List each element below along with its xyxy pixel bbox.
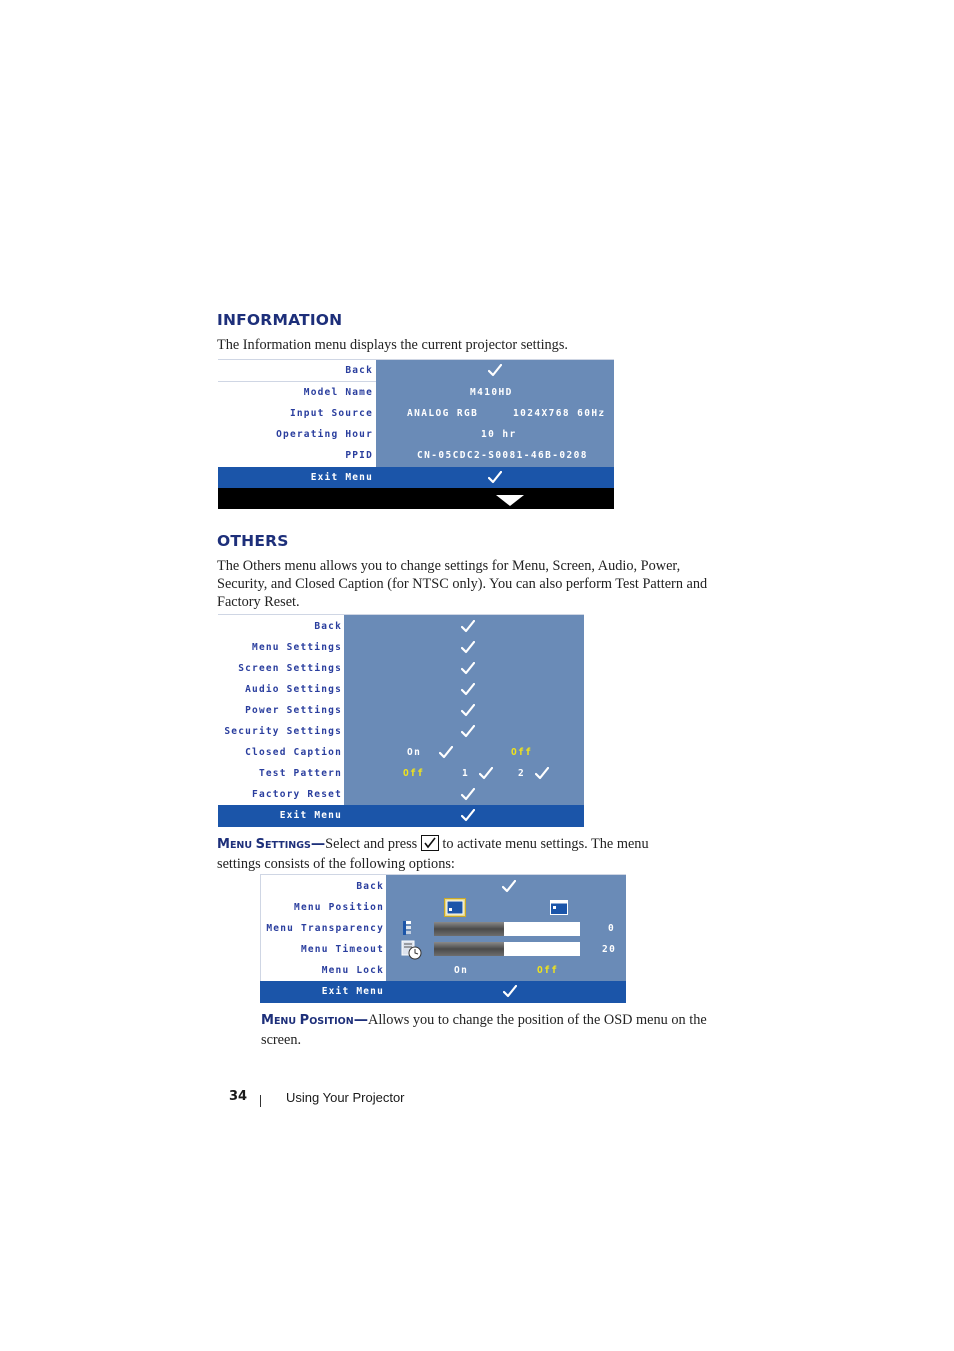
others-row-menu-settings[interactable] bbox=[218, 637, 584, 658]
others-menu bbox=[218, 614, 584, 827]
others-row-audio-settings[interactable] bbox=[218, 679, 584, 700]
check-icon bbox=[461, 662, 475, 675]
check-icon bbox=[503, 985, 517, 998]
others-row-factory-reset[interactable] bbox=[218, 784, 584, 805]
others-row-test-pattern bbox=[218, 763, 584, 784]
ms-row-menu-transparency bbox=[260, 918, 626, 939]
others-label-audio-settings: Audio Settings bbox=[245, 684, 342, 695]
check-icon bbox=[502, 880, 516, 893]
menu-settings-menu bbox=[260, 874, 626, 1003]
information-menu bbox=[218, 359, 614, 509]
others-label-factory-reset: Factory Reset bbox=[252, 789, 342, 800]
check-icon bbox=[488, 471, 502, 484]
transparency-value: 0 bbox=[608, 923, 616, 934]
info-exit-menu[interactable] bbox=[218, 467, 614, 488]
others-label-menu-settings: Menu Settings bbox=[252, 642, 342, 653]
menu-settings-paragraph: MENU SETTINGS—Select and press to activate menu settings. The menu settings consists of the following options: bbox=[217, 836, 649, 872]
check-icon bbox=[461, 683, 475, 696]
ms-row-menu-lock bbox=[260, 960, 626, 981]
others-row-screen-settings[interactable] bbox=[218, 658, 584, 679]
check-icon bbox=[439, 746, 453, 759]
info-value-operating-hour: 10 hr bbox=[481, 429, 517, 440]
ms-label-menu-position: Menu Position bbox=[294, 902, 384, 913]
others-exit-menu[interactable] bbox=[218, 805, 584, 827]
info-label-input-source: Input Source bbox=[289, 408, 373, 419]
others-label-test-pattern: Test Pattern bbox=[258, 768, 342, 779]
menu-settings-title: MENU SETTINGS— bbox=[217, 836, 326, 852]
scroll-down-arrow-icon[interactable] bbox=[495, 494, 525, 507]
menu-position-title: MENU POSITION— bbox=[261, 1012, 368, 1028]
section-heading-others: OTHERS bbox=[217, 532, 289, 550]
others-label-closed-caption: Closed Caption bbox=[245, 747, 342, 758]
information-description: The Information menu displays the current projector settings. bbox=[217, 337, 568, 353]
menu-position-bottom-left-icon[interactable] bbox=[444, 898, 466, 917]
ms-row-back[interactable] bbox=[260, 876, 626, 897]
ms-row-menu-position bbox=[260, 897, 626, 918]
closed-caption-on-option[interactable]: On bbox=[407, 747, 422, 758]
menu-lock-on-option[interactable]: On bbox=[454, 965, 469, 976]
clock-icon bbox=[401, 940, 423, 960]
closed-caption-off-option[interactable]: Off bbox=[511, 747, 533, 758]
ms-label-menu-transparency: Menu Transparency bbox=[266, 923, 384, 934]
info-value-resolution: 1024X768 60Hz bbox=[513, 408, 606, 419]
ms-label-menu-lock: Menu Lock bbox=[321, 965, 384, 976]
others-label-screen-settings: Screen Settings bbox=[238, 663, 342, 674]
info-label-back: Back bbox=[345, 365, 373, 376]
others-description: The Others menu allows you to change settings for Menu, Screen, Audio, Power, Security, and Closed Caption (for NTSC only). You can also perform Test Pattern and Factory Reset. bbox=[217, 558, 708, 610]
check-icon bbox=[461, 704, 475, 717]
others-label-security-settings: Security Settings bbox=[224, 726, 342, 737]
info-value-model-name: M410HD bbox=[470, 387, 513, 398]
test-pattern-off-option[interactable]: Off bbox=[403, 768, 425, 779]
exit-menu-label: Exit Menu bbox=[321, 986, 384, 997]
ms-row-menu-timeout bbox=[260, 939, 626, 960]
footer-section-title: Using Your Projector bbox=[286, 1090, 405, 1105]
footer-divider bbox=[260, 1095, 261, 1107]
scroll-bar[interactable] bbox=[218, 488, 614, 509]
transparency-slider[interactable] bbox=[434, 922, 580, 936]
check-icon bbox=[461, 788, 475, 801]
timeout-value: 20 bbox=[602, 944, 617, 955]
menu-position-paragraph: MENU POSITION—Allows you to change the position of the OSD menu on the screen. bbox=[261, 1012, 707, 1048]
transparency-icon bbox=[402, 920, 414, 937]
info-label-model-name: Model Name bbox=[303, 387, 373, 398]
info-row-ppid bbox=[218, 445, 614, 466]
others-row-power-settings[interactable] bbox=[218, 700, 584, 721]
others-row-closed-caption bbox=[218, 742, 584, 763]
info-label-operating-hour: Operating Hour bbox=[276, 429, 373, 440]
others-label-power-settings: Power Settings bbox=[245, 705, 342, 716]
info-value-input-source: ANALOG RGB bbox=[407, 408, 479, 419]
check-icon bbox=[461, 725, 475, 738]
check-icon bbox=[461, 620, 475, 633]
test-pattern-option-2[interactable]: 2 bbox=[518, 768, 526, 779]
ms-exit-menu[interactable] bbox=[260, 981, 626, 1003]
page-number: 34 bbox=[229, 1089, 248, 1104]
section-heading-information: INFORMATION bbox=[217, 311, 343, 329]
info-row-operating-hour bbox=[218, 424, 614, 445]
exit-menu-label: Exit Menu bbox=[279, 810, 342, 821]
others-label-back: Back bbox=[314, 621, 342, 632]
check-icon bbox=[488, 364, 502, 377]
info-row-back[interactable] bbox=[218, 360, 614, 381]
check-icon bbox=[461, 809, 475, 822]
transparency-slider-fill bbox=[434, 922, 504, 936]
others-row-back[interactable] bbox=[218, 616, 584, 637]
others-row-security-settings[interactable] bbox=[218, 721, 584, 742]
info-row-input-source bbox=[218, 403, 614, 424]
menu-position-top-left-icon[interactable] bbox=[550, 900, 568, 915]
timeout-slider[interactable] bbox=[434, 942, 580, 956]
test-pattern-option-1[interactable]: 1 bbox=[462, 768, 470, 779]
check-icon bbox=[461, 641, 475, 654]
ms-label-back: Back bbox=[356, 881, 384, 892]
check-icon bbox=[535, 767, 549, 780]
timeout-slider-fill bbox=[434, 942, 504, 956]
ms-label-menu-timeout: Menu Timeout bbox=[300, 944, 384, 955]
exit-menu-label: Exit Menu bbox=[310, 472, 373, 483]
menu-lock-off-option[interactable]: Off bbox=[537, 965, 559, 976]
info-row-model-name bbox=[218, 382, 614, 403]
info-label-ppid: PPID bbox=[345, 450, 373, 461]
info-value-ppid: CN-05CDC2-S0081-46B-0208 bbox=[417, 450, 588, 461]
enter-button-icon bbox=[421, 835, 439, 851]
check-icon bbox=[479, 767, 493, 780]
